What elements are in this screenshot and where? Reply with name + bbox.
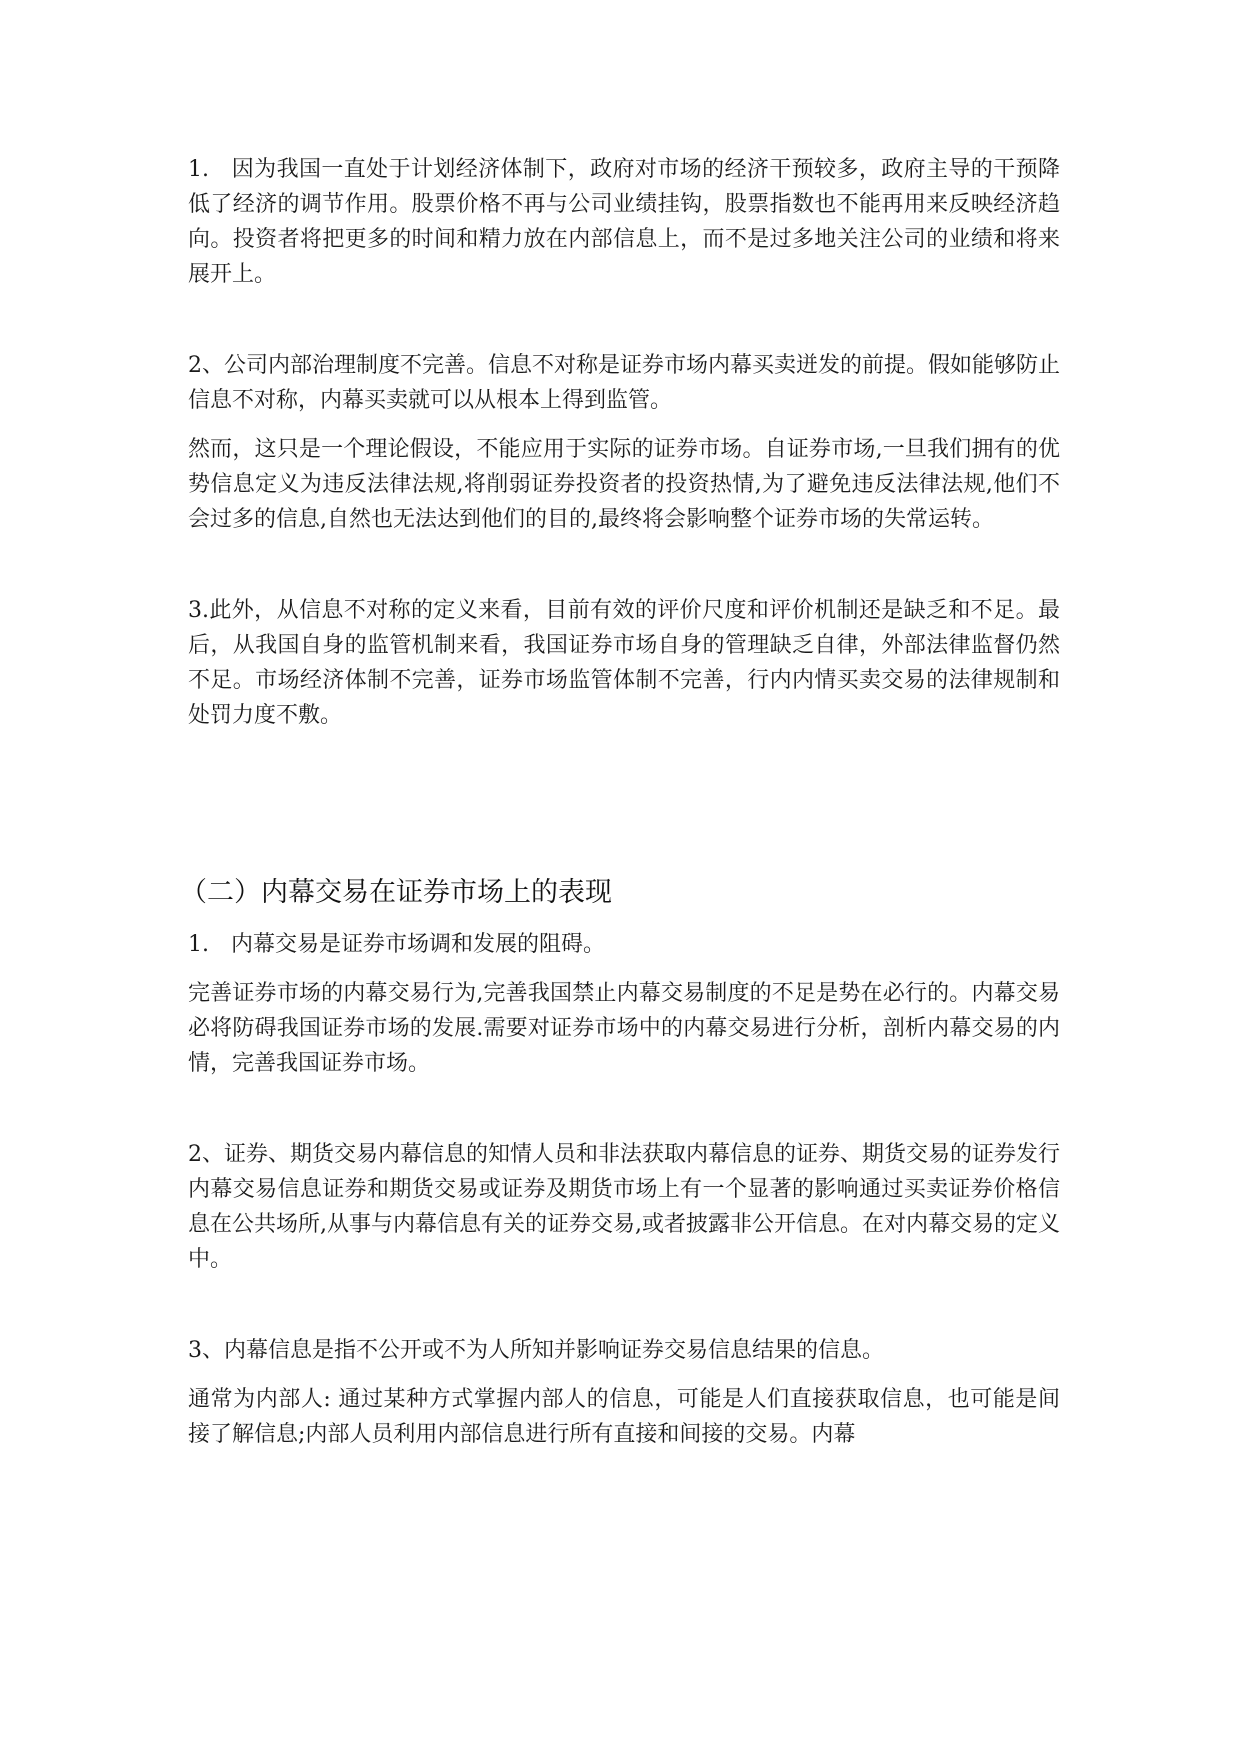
section-heading: （二）内幕交易在证券市场上的表现 [180,877,612,908]
paragraph-cause-1: 1. 因为我国一直处于计划经济体制下，政府对市场的经济干预较多，政府主导的干预降低了经济的调节作用。股票价格不再与公司业绩挂钩，股票指数也不能再用来反映经济趋向。投资者将把更多的时间和精力放在内部信息上，而不是过多地关注公司的业绩和将来展开上。 [188,157,1060,287]
spacer [188,292,1060,348]
paragraph-manifestation-3-detail: 通常为内部人: 通过某种方式掌握内部人的信息，可能是人们直接获取信息，也可能是间接了解信息;内部人员利用内部信息进行所有直接和间接的交易。内幕 [188,1387,1060,1447]
spacer [188,962,1060,976]
paragraph-cause-2-detail: 然而，这只是一个理论假设，不能应用于实际的证券市场。自证券市场,一旦我们拥有的优势信息定义为违反法律法规,将削弱证券投资者的投资热情,为了避免违反法律法规,他们不会过多的信息,自然也无法达到他们的目的,最终将会影响整个证券市场的失常运转。 [188,437,1060,532]
spacer [188,1368,1060,1382]
paragraph-manifestation-3: 3、内幕信息是指不公开或不为人所知并影响证券交易信息结果的信息。 [188,1338,884,1363]
spacer [188,913,1060,927]
spacer [188,733,1060,873]
paragraph-manifestation-1-detail: 完善证券市场的内幕交易行为,完善我国禁止内幕交易制度的不足是势在必行的。内幕交易必将防碍我国证券市场的发展.需要对证券市场中的内幕交易进行分析，剖析内幕交易的内情，完善我国证券市场。 [188,981,1060,1076]
document-body [180,152,1061,1452]
spacer [188,418,1060,432]
spacer [188,1081,1060,1137]
paragraph-manifestation-1: 1. 内幕交易是证券市场调和发展的阻碍。 [188,932,605,957]
spacer [188,1277,1060,1333]
paragraph-manifestation-2: 2、证券、期货交易内幕信息的知情人员和非法获取内幕信息的证券、期货交易的证券发行内幕交易信息证券和期货交易或证券及期货市场上有一个显著的影响通过买卖证券价格信息在公共场所,从事与内幕信息有关的证券交易,或者披露非公开信息。在对内幕交易的定义中。 [188,1142,1061,1272]
paragraph-cause-3: 3.此外，从信息不对称的定义来看，目前有效的评价尺度和评价机制还是缺乏和不足。最后，从我国自身的监管机制来看，我国证券市场自身的管理缺乏自律，外部法律监督仍然不足。市场经济体制不完善，证券市场监管体制不完善，行内内情买卖交易的法律规制和处罚力度不敷。 [188,598,1060,728]
paragraph-cause-2: 2、公司内部治理制度不完善。信息不对称是证券市场内幕买卖迸发的前提。假如能够防止信息不对称，内幕买卖就可以从根本上得到监管。 [188,353,1061,413]
spacer [188,537,1060,593]
